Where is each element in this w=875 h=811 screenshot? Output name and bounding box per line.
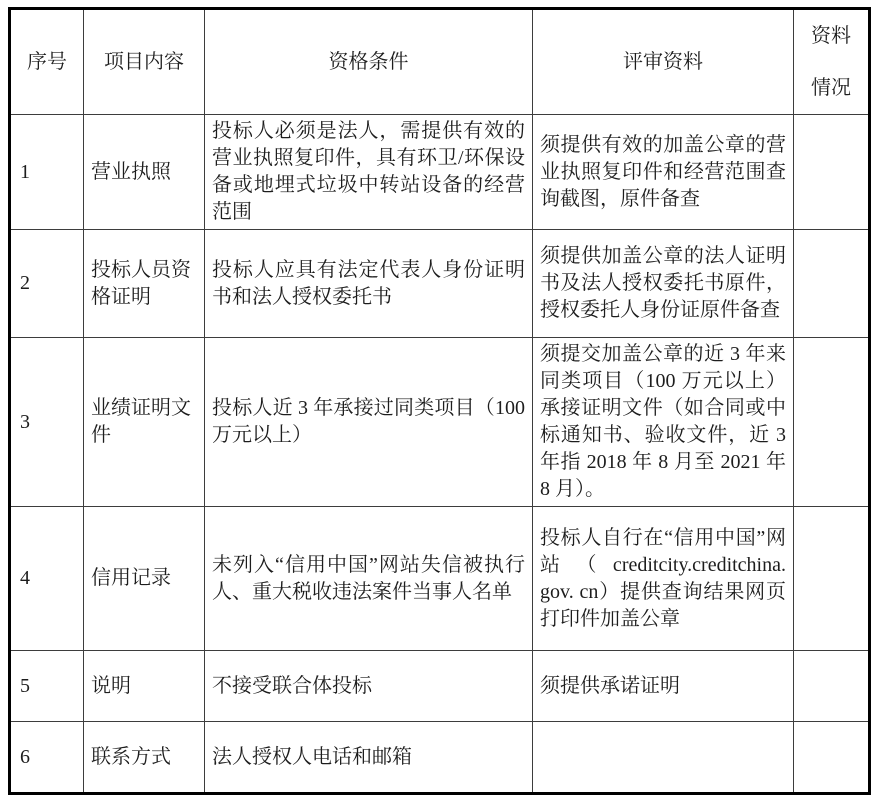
cell-item-content: 营业执照	[84, 115, 205, 230]
cell-review-material: 须提供加盖公章的法人证明书及法人授权委托书原件，授权委托人身份证原件备查	[533, 230, 794, 338]
table-row	[10, 230, 870, 338]
table-row	[10, 651, 870, 722]
cell-serial-number: 5	[10, 651, 84, 722]
cell-item-content: 业绩证明文件	[84, 338, 205, 507]
cell-qualification: 不接受联合体投标	[205, 651, 533, 722]
qualification-review-table	[8, 7, 871, 795]
cell-item-content: 说明	[84, 651, 205, 722]
cell-review-material	[533, 722, 794, 794]
cell-review-material: 须提供承诺证明	[533, 651, 794, 722]
header-review-material: 评审资料	[533, 9, 794, 115]
cell-qualification: 投标人必须是法人，需提供有效的营业执照复印件，具有环卫/环保设备或地埋式垃圾中转站设备的经营范围	[205, 115, 533, 230]
table-header	[10, 9, 870, 115]
cell-material-status	[794, 338, 870, 507]
header-material-status: 资料 情况	[794, 9, 870, 115]
cell-qualification: 投标人应具有法定代表人身份证明书和法人授权委托书	[205, 230, 533, 338]
header-serial-number: 序号	[10, 9, 84, 115]
cell-review-material: 须提交加盖公章的近 3 年来同类项目（100 万元以上）承接证明文件（如合同或中标通知书、验收文件，近 3 年指 2018 年 8 月至 2021 年 8 月）。	[533, 338, 794, 507]
cell-material-status	[794, 722, 870, 794]
table-row	[10, 507, 870, 651]
header-qualification: 资格条件	[205, 9, 533, 115]
header-item-content: 项目内容	[84, 9, 205, 115]
cell-item-content: 信用记录	[84, 507, 205, 651]
cell-material-status	[794, 115, 870, 230]
header-row	[10, 9, 870, 115]
cell-qualification: 投标人近 3 年承接过同类项目（100 万元以上）	[205, 338, 533, 507]
cell-review-material: 须提供有效的加盖公章的营业执照复印件和经营范围查询截图，原件备查	[533, 115, 794, 230]
cell-qualification: 法人授权人电话和邮箱	[205, 722, 533, 794]
cell-serial-number: 3	[10, 338, 84, 507]
table-body	[10, 115, 870, 794]
cell-item-content: 联系方式	[84, 722, 205, 794]
cell-serial-number: 1	[10, 115, 84, 230]
table-row	[10, 115, 870, 230]
cell-serial-number: 4	[10, 507, 84, 651]
table-row	[10, 338, 870, 507]
cell-material-status	[794, 651, 870, 722]
cell-material-status	[794, 507, 870, 651]
cell-item-content: 投标人员资格证明	[84, 230, 205, 338]
cell-qualification: 未列入“信用中国”网站失信被执行人、重大税收违法案件当事人名单	[205, 507, 533, 651]
table-row	[10, 722, 870, 794]
cell-material-status	[794, 230, 870, 338]
cell-serial-number: 2	[10, 230, 84, 338]
cell-serial-number: 6	[10, 722, 84, 794]
cell-review-material: 投标人自行在“信用中国”网站（creditcity.creditchina. gov. cn）提供查询结果网页打印件加盖公章	[533, 507, 794, 651]
